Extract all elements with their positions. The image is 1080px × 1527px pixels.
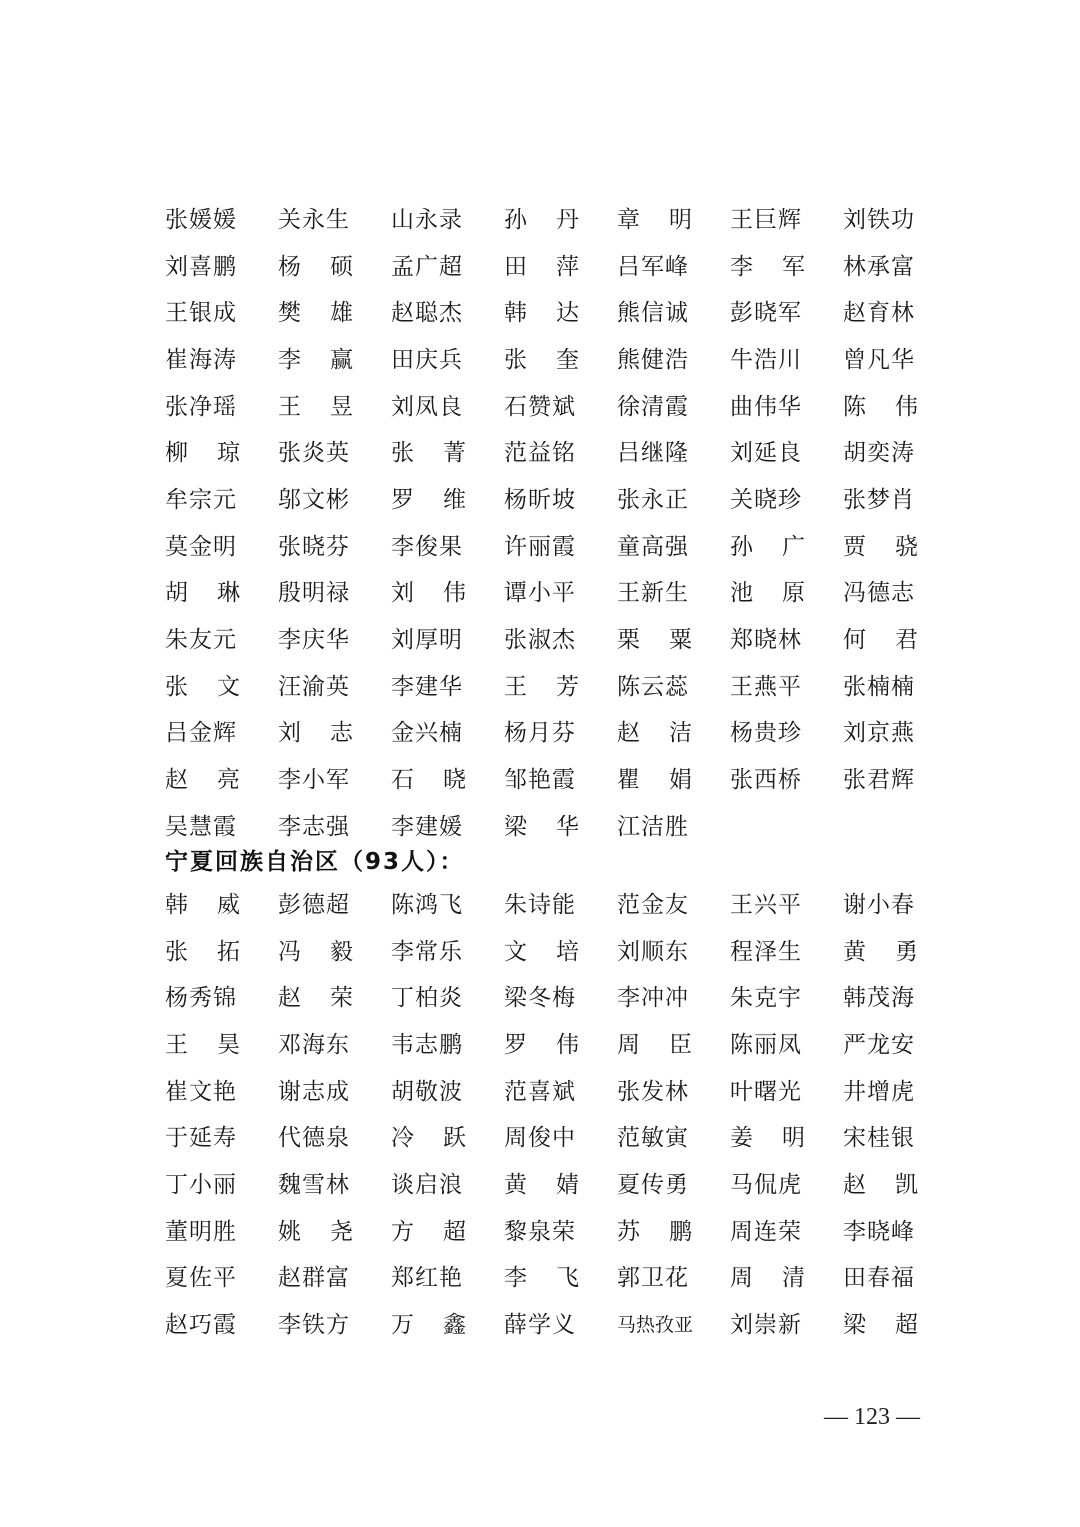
person-name: 张梦肖 — [843, 486, 915, 513]
person-name: 魏雪林 — [278, 1171, 350, 1198]
person-name: 赵 洁 — [617, 720, 693, 747]
person-name: 张晓芬 — [278, 533, 350, 560]
person-name: 朱诗能 — [504, 891, 576, 918]
person-name: 李志强 — [278, 813, 350, 840]
person-name: 韩茂海 — [843, 985, 915, 1012]
name-row — [165, 975, 955, 1022]
person-name: 范喜斌 — [504, 1078, 576, 1105]
person-name: 周 臣 — [617, 1031, 693, 1058]
person-name: 田庆兵 — [391, 346, 463, 373]
person-name: 汪渝英 — [278, 673, 350, 700]
person-name: 邹艳霞 — [504, 767, 576, 794]
person-name: 郭卫花 — [617, 1265, 689, 1292]
name-row — [165, 1115, 955, 1162]
person-name: 牛浩川 — [730, 346, 802, 373]
person-name: 杨月芬 — [504, 720, 576, 747]
person-name: 田春福 — [843, 1265, 915, 1292]
person-name: 刘京燕 — [843, 720, 915, 747]
person-name: 胡 琳 — [165, 580, 241, 607]
person-name: 赵育林 — [843, 300, 915, 327]
person-name: 莫金明 — [165, 533, 237, 560]
person-name: 刘凤良 — [391, 393, 463, 420]
person-name: 孟广超 — [391, 253, 463, 280]
person-name: 李建媛 — [391, 813, 463, 840]
person-name: 关晓珍 — [730, 486, 802, 513]
person-name: 郑红艳 — [391, 1265, 463, 1292]
person-name: 范益铭 — [504, 440, 576, 467]
name-row — [165, 524, 955, 571]
person-name: 殷明禄 — [278, 580, 350, 607]
person-name: 林承富 — [843, 253, 915, 280]
person-name: 冯德志 — [843, 580, 915, 607]
person-name: 陈鸿飞 — [391, 891, 463, 918]
person-name: 姜 明 — [730, 1125, 806, 1152]
person-name: 瞿 娟 — [617, 767, 693, 794]
person-name: 张 菁 — [391, 440, 467, 467]
person-name: 刘 伟 — [391, 580, 467, 607]
person-name: 范金友 — [617, 891, 689, 918]
name-row — [165, 1162, 955, 1209]
person-name: 吕金辉 — [165, 720, 237, 747]
name-row — [165, 290, 955, 337]
person-name: 梁 华 — [504, 813, 580, 840]
person-name: 张淑杰 — [504, 627, 576, 654]
person-name: 苏 鹏 — [617, 1218, 693, 1245]
person-name: 黎泉荣 — [504, 1218, 576, 1245]
person-name: 李 军 — [730, 253, 806, 280]
person-name: 杨贵珍 — [730, 720, 802, 747]
person-name: 李晓峰 — [843, 1218, 915, 1245]
person-name: 万 鑫 — [391, 1312, 467, 1339]
person-name: 韦志鹏 — [391, 1031, 463, 1058]
person-name: 江洁胜 — [617, 813, 689, 840]
name-row — [165, 477, 955, 524]
person-name: 李庆华 — [278, 627, 350, 654]
section-heading-ningxia: 宁夏回族自治区（93人）： — [165, 849, 465, 875]
person-name: 曾凡华 — [843, 346, 915, 373]
person-name: 杨昕坡 — [504, 486, 576, 513]
person-name: 王 芳 — [504, 673, 580, 700]
person-name: 栗 粟 — [617, 627, 693, 654]
person-name: 张永正 — [617, 486, 689, 513]
person-name: 郑晓林 — [730, 627, 802, 654]
person-name: 王 昱 — [278, 393, 354, 420]
person-name: 赵聪杰 — [391, 300, 463, 327]
person-name: 陈 伟 — [843, 393, 919, 420]
person-name: 张楠楠 — [843, 673, 915, 700]
person-name: 邬文彬 — [278, 486, 350, 513]
person-name: 王 昊 — [165, 1031, 241, 1058]
name-row — [165, 617, 955, 664]
person-name: 刘崇新 — [730, 1312, 802, 1339]
person-name: 李小军 — [278, 767, 350, 794]
name-row — [165, 384, 955, 431]
person-name: 彭德超 — [278, 891, 350, 918]
person-name: 张 拓 — [165, 938, 241, 965]
name-row — [165, 711, 955, 758]
person-name: 吕军峰 — [617, 253, 689, 280]
person-name: 杨秀锦 — [165, 985, 237, 1012]
person-name: 宋桂银 — [843, 1125, 915, 1152]
person-name: 李 飞 — [504, 1265, 580, 1292]
person-name: 张净瑶 — [165, 393, 237, 420]
person-name: 夏佐平 — [165, 1265, 237, 1292]
person-name: 黄 勇 — [843, 938, 919, 965]
person-name: 邓海东 — [278, 1031, 350, 1058]
person-name: 牟宗元 — [165, 486, 237, 513]
page-number: — 123 — — [824, 1404, 920, 1430]
person-name: 刘延良 — [730, 440, 802, 467]
name-list-ningxia — [165, 882, 955, 1349]
name-row — [165, 337, 955, 384]
person-name: 张君辉 — [843, 767, 915, 794]
name-row — [165, 1069, 955, 1116]
person-name: 薛学义 — [504, 1312, 576, 1339]
person-name: 刘顺东 — [617, 938, 689, 965]
person-name: 杨 硕 — [278, 253, 354, 280]
person-name: 彭晓军 — [730, 300, 802, 327]
person-name: 梁 超 — [843, 1312, 919, 1339]
person-name: 王巨辉 — [730, 206, 802, 233]
person-name: 董明胜 — [165, 1218, 237, 1245]
person-name: 李 赢 — [278, 346, 354, 373]
person-name: 叶曙光 — [730, 1078, 802, 1105]
person-name: 韩 达 — [504, 300, 580, 327]
person-name: 陈云蕊 — [617, 673, 689, 700]
person-name: 李铁方 — [278, 1312, 350, 1339]
person-name: 姚 尧 — [278, 1218, 354, 1245]
person-name: 关永生 — [278, 206, 350, 233]
person-name: 谈启浪 — [391, 1171, 463, 1198]
person-name: 王兴平 — [730, 891, 802, 918]
person-name: 丁小丽 — [165, 1171, 237, 1198]
person-name: 陈丽凤 — [730, 1031, 802, 1058]
person-name: 刘铁功 — [843, 206, 915, 233]
person-name: 胡奕涛 — [843, 440, 915, 467]
person-name: 许丽霞 — [504, 533, 576, 560]
person-name: 周 清 — [730, 1265, 806, 1292]
person-name: 赵 凯 — [843, 1171, 919, 1198]
person-name: 冷 跃 — [391, 1125, 467, 1152]
person-name: 赵 亮 — [165, 767, 241, 794]
person-name: 吕继隆 — [617, 440, 689, 467]
person-name: 徐清霞 — [617, 393, 689, 420]
person-name: 马热孜亚 — [617, 1314, 694, 1337]
person-name: 曲伟华 — [730, 393, 802, 420]
person-name: 崔文艳 — [165, 1078, 237, 1105]
person-name: 石赞斌 — [504, 393, 576, 420]
person-name: 金兴楠 — [391, 720, 463, 747]
person-name: 李建华 — [391, 673, 463, 700]
person-name: 赵 荣 — [278, 985, 354, 1012]
person-name: 朱友元 — [165, 627, 237, 654]
person-name: 罗 伟 — [504, 1031, 580, 1058]
person-name: 张炎英 — [278, 440, 350, 467]
person-name: 朱克宇 — [730, 985, 802, 1012]
person-name: 李冲冲 — [617, 985, 689, 1012]
person-name: 周连荣 — [730, 1218, 802, 1245]
person-name: 范敏寅 — [617, 1125, 689, 1152]
person-name: 柳 琼 — [165, 440, 241, 467]
person-name: 何 君 — [843, 627, 919, 654]
person-name: 李常乐 — [391, 938, 463, 965]
name-row — [165, 1256, 955, 1303]
person-name: 王新生 — [617, 580, 689, 607]
person-name: 池 原 — [730, 580, 806, 607]
person-name: 谭小平 — [504, 580, 576, 607]
name-row — [165, 197, 955, 244]
person-name: 于延寿 — [165, 1125, 237, 1152]
name-row — [165, 430, 955, 477]
person-name: 赵群富 — [278, 1265, 350, 1292]
person-name: 程泽生 — [730, 938, 802, 965]
person-name: 王燕平 — [730, 673, 802, 700]
person-name: 章 明 — [617, 206, 693, 233]
person-name: 夏传勇 — [617, 1171, 689, 1198]
name-row — [165, 1209, 955, 1256]
person-name: 罗 维 — [391, 486, 467, 513]
person-name: 冯 毅 — [278, 938, 354, 965]
person-name: 张 文 — [165, 673, 241, 700]
person-name: 孙 丹 — [504, 206, 580, 233]
person-name: 胡敬波 — [391, 1078, 463, 1105]
person-name: 严龙安 — [843, 1031, 915, 1058]
person-name: 刘喜鹏 — [165, 253, 237, 280]
person-name: 梁冬梅 — [504, 985, 576, 1012]
name-row — [165, 882, 955, 929]
person-name: 童高强 — [617, 533, 689, 560]
person-name: 井增虎 — [843, 1078, 915, 1105]
name-row — [165, 757, 955, 804]
name-row — [165, 571, 955, 618]
person-name: 马侃虎 — [730, 1171, 802, 1198]
person-name: 赵巧霞 — [165, 1312, 237, 1339]
name-row — [165, 664, 955, 711]
person-name: 田 萍 — [504, 253, 580, 280]
name-row — [165, 929, 955, 976]
person-name: 谢小春 — [843, 891, 915, 918]
name-list-continued — [165, 197, 955, 851]
person-name: 王银成 — [165, 300, 237, 327]
person-name: 石 晓 — [391, 767, 467, 794]
person-name: 韩 威 — [165, 891, 241, 918]
person-name: 丁柏炎 — [391, 985, 463, 1012]
name-row — [165, 1022, 955, 1069]
person-name: 李俊果 — [391, 533, 463, 560]
person-name: 吴慧霞 — [165, 813, 237, 840]
person-name: 谢志成 — [278, 1078, 350, 1105]
person-name: 刘 志 — [278, 720, 354, 747]
person-name: 文 培 — [504, 938, 580, 965]
person-name: 张西桥 — [730, 767, 802, 794]
person-name: 张 奎 — [504, 346, 580, 373]
person-name: 贾 骁 — [843, 533, 919, 560]
person-name: 崔海涛 — [165, 346, 237, 373]
person-name: 熊健浩 — [617, 346, 689, 373]
person-name: 周俊中 — [504, 1125, 576, 1152]
name-row — [165, 244, 955, 291]
person-name: 张发林 — [617, 1078, 689, 1105]
person-name: 山永录 — [391, 206, 463, 233]
person-name: 方 超 — [391, 1218, 467, 1245]
person-name: 孙 广 — [730, 533, 806, 560]
person-name: 熊信诚 — [617, 300, 689, 327]
person-name: 黄 婧 — [504, 1171, 580, 1198]
person-name: 刘厚明 — [391, 627, 463, 654]
person-name: 张媛媛 — [165, 206, 237, 233]
name-row — [165, 1302, 955, 1349]
person-name: 樊 雄 — [278, 300, 354, 327]
person-name: 代德泉 — [278, 1125, 350, 1152]
